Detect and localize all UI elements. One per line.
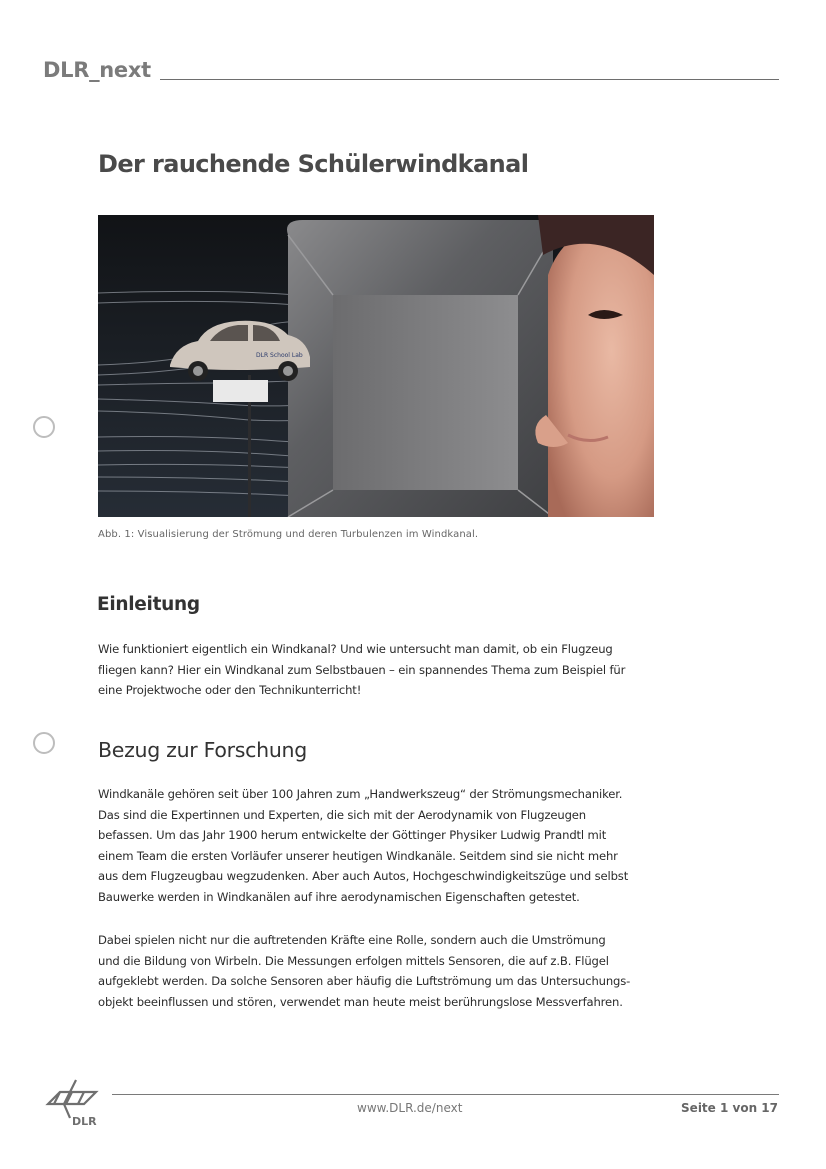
text-line: Bauwerke werden in Windkanälen auf ihre aerodynamischen Eigenschaften getestet. [98, 889, 580, 904]
text-line: und die Bildung von Wirbeln. Die Messungen erfolgen mittels Sensoren, die auf z.B. Flügel [98, 953, 609, 968]
header-rule [160, 79, 779, 80]
dlr-logo-icon [42, 1078, 102, 1128]
punch-hole-top [33, 416, 55, 438]
footer-url-link[interactable]: www.DLR.de/next [357, 1101, 463, 1115]
figure-image [98, 215, 654, 517]
wind-tunnel-photo [98, 215, 654, 517]
text-line: einem Team die ersten Vorläufer unserer heutigen Windkanäle. Seitdem sind sie nicht mehr [98, 848, 618, 863]
page-title: Der rauchende Schülerwindkanal [98, 150, 529, 178]
section-heading-forschung: Bezug zur Forschung [98, 738, 307, 762]
brand-title: DLR_next [43, 58, 151, 82]
text-line: befassen. Um das Jahr 1900 herum entwickelte der Göttinger Physiker Ludwig Prandtl mit [98, 828, 607, 843]
text-line: Windkanäle gehören seit über 100 Jahren zum „Handwerkszeug“ der Strömungsmechaniker. [98, 787, 623, 801]
text-line: aus dem Flugzeugbau wegzudenken. Aber auch Autos, Hochgeschwindigkeitszüge und selbst [98, 869, 629, 884]
section-heading-einleitung: Einleitung [97, 594, 200, 615]
text-line: fliegen kann? Hier ein Windkanal zum Selbstbauen – ein spannendes Thema zum Beispiel für [98, 662, 626, 677]
logo-text: DLR [72, 1115, 97, 1128]
punch-hole-bottom [33, 732, 55, 754]
text-line: Das sind die Expertinnen und Experten, die sich mit der Aerodynamik von Flugzeugen [98, 807, 586, 822]
text-line: Wie funktioniert eigentlich ein Windkanal? Und wie untersucht man damit, ob ein Flugzeug [98, 642, 613, 656]
text-line: eine Projektwoche oder den Technikunterricht! [98, 683, 362, 698]
text-line: aufgeklebt werden. Da solche Sensoren aber häufig die Luftströmung um das Untersuchungs- [98, 974, 631, 989]
figure-caption: Abb. 1: Visualisierung der Strömung und deren Turbulenzen im Windkanal. [98, 529, 479, 540]
footer-rule [112, 1094, 779, 1095]
paragraph-einleitung [98, 639, 668, 701]
paragraph-forschung-1 [98, 784, 668, 908]
page-number: Seite 1 von 17 [681, 1101, 778, 1115]
text-line: Dabei spielen nicht nur die auftretenden Kräfte eine Rolle, sondern auch die Umströmung [98, 933, 606, 947]
text-line: objekt beeinflussen und stören, verwendet man heute meist berührungslose Messverfahren. [98, 994, 623, 1009]
paragraph-forschung-2 [98, 930, 668, 1012]
car-label: DLR School Lab [256, 352, 303, 359]
